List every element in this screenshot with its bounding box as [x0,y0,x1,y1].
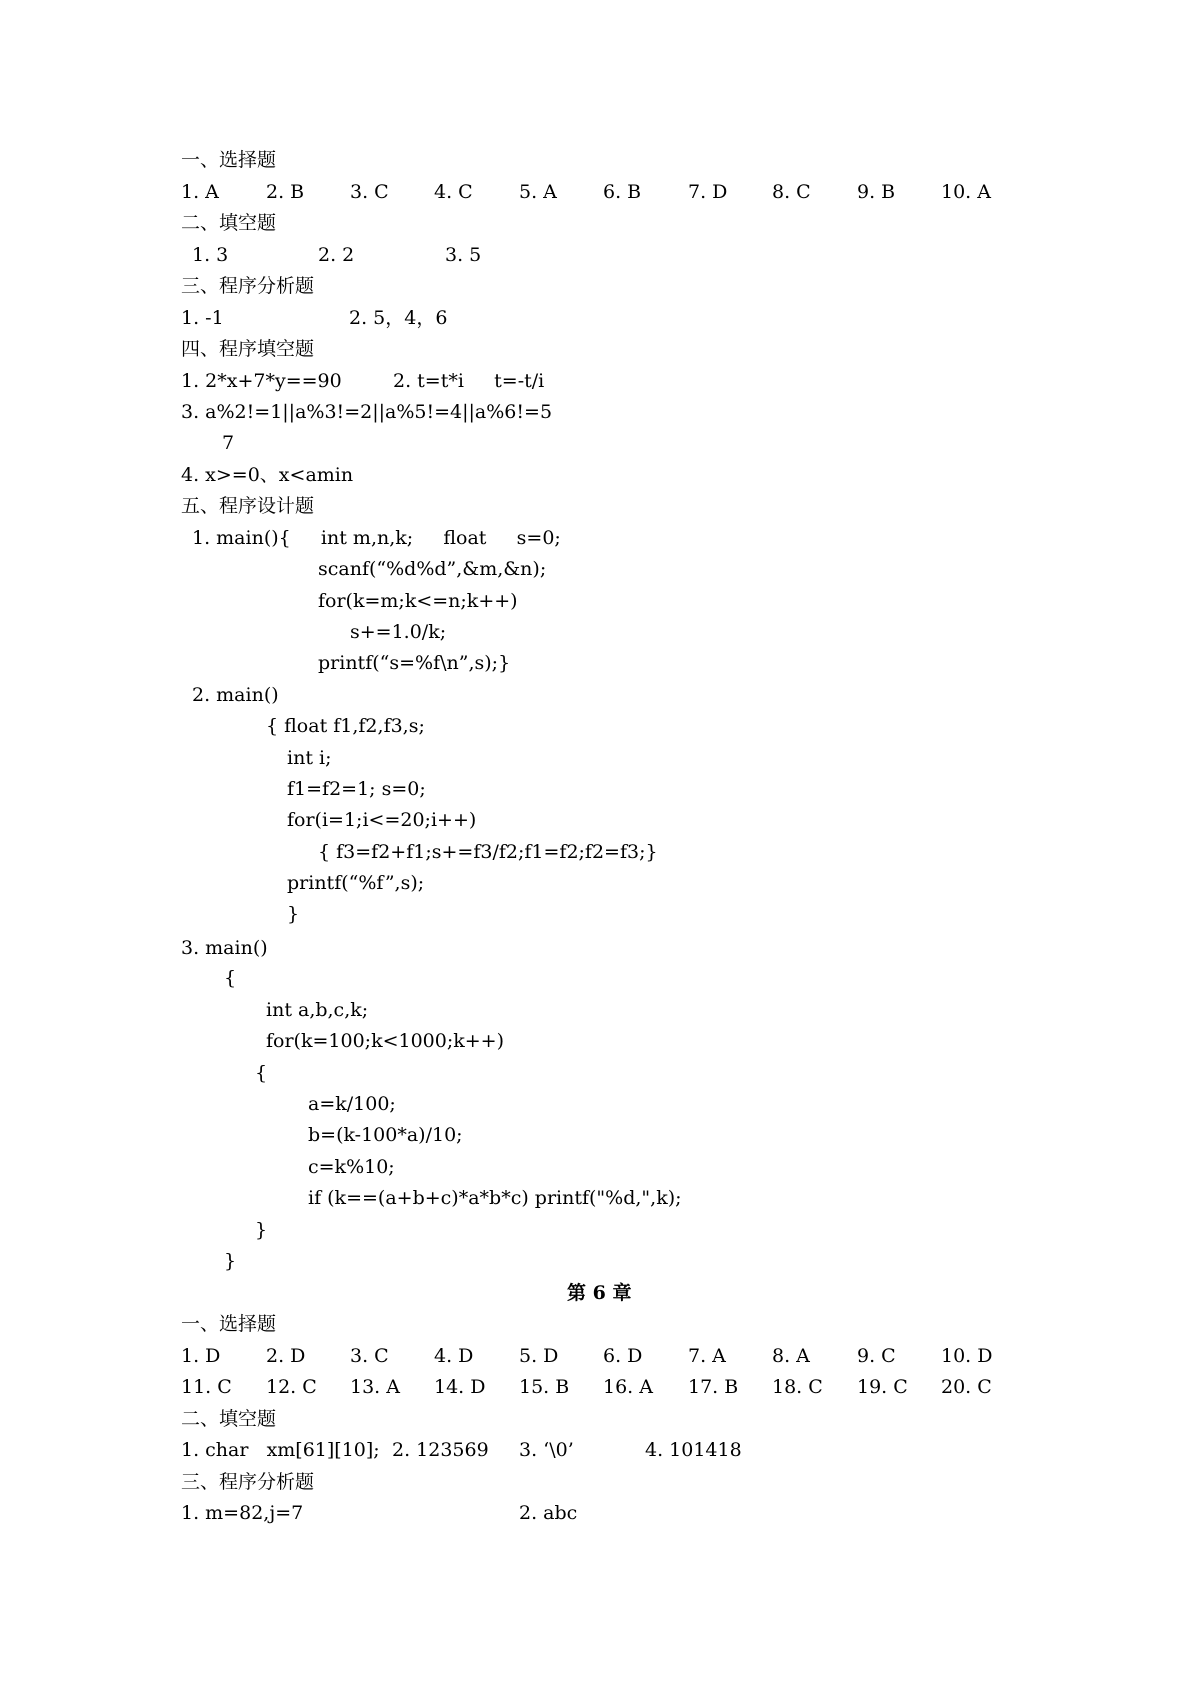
answer-item: 9. B [857,181,896,203]
code-line: int i; [287,747,332,769]
answer-item: 6. D [603,1345,643,1367]
answer-item: 1. char xm[61][10]; [181,1439,380,1461]
code-line: b=(k-100*a)/10; [308,1124,463,1146]
code-line: { float f1,f2,f3,s; [266,715,425,737]
heading-program-design: 五、程序设计题 [181,495,315,517]
heading-choice: 一、选择题 [181,149,277,171]
code-line: for(k=m;k<=n;k++) [318,590,518,612]
answer-item: 2. 2 [318,244,355,266]
answer-item: 5. D [519,1345,559,1367]
program-fill-answer: 2. t=t*i t=-t/i [393,370,545,392]
heading-program-fill: 四、程序填空题 [181,338,315,360]
chapter-title: 第 6 章 [567,1282,632,1304]
answer-item: 4. 101418 [645,1439,742,1461]
answer-item: 7. A [688,1345,726,1367]
code-line: printf(“s=%f\n”,s);} [318,652,511,674]
code-line: c=k%10; [308,1156,395,1178]
answer-item: 15. B [519,1376,570,1398]
answer-item: 10. D [941,1345,993,1367]
heading-analysis: 三、程序分析题 [181,1471,315,1493]
answer-item: 3. C [350,1345,389,1367]
program-fill-answer: 4. x>=0、x<amin [181,464,354,486]
answer-item: 20. C [941,1376,992,1398]
answer-item: 18. C [772,1376,823,1398]
code-line: 2. main() [192,684,279,706]
code-line: { [224,967,237,989]
answer-item: 17. B [688,1376,739,1398]
program-fill-answer: 1. 2*x+7*y==90 [181,370,342,392]
code-line: for(i=1;i<=20;i++) [287,809,477,831]
code-line: } [287,903,300,925]
answer-item: 3. 5 [445,244,482,266]
answer-item: 4. C [434,181,473,203]
answer-item: 2. abc [519,1502,578,1524]
code-line: { [255,1062,268,1084]
code-line: printf(“%f”,s); [287,872,425,894]
program-fill-answer: 3. a%2!=1||a%3!=2||a%5!=4||a%6!=5 [181,401,553,423]
code-line: int a,b,c,k; [266,999,369,1021]
code-line: 3. main() [181,937,268,959]
heading-fill: 二、填空题 [181,212,277,234]
answer-item: 2. 123569 [392,1439,489,1461]
code-line: for(k=100;k<1000;k++) [266,1030,505,1052]
answer-item: 2. 5，4，6 [349,307,448,329]
code-line: s+=1.0/k; [350,621,447,643]
answer-item: 1. m=82,j=7 [181,1502,304,1524]
answer-item: 13. A [350,1376,400,1398]
code-line: 1. main(){ int m,n,k; float s=0; [192,527,561,549]
answer-item: 3. ‘\0’ [519,1439,574,1461]
answer-item: 1. -1 [181,307,224,329]
answer-item: 6. B [603,181,642,203]
code-line: } [224,1250,237,1272]
answer-item: 9. C [857,1345,896,1367]
answer-item: 16. A [603,1376,653,1398]
code-line: f1=f2=1; s=0; [287,778,426,800]
answer-item: 12. C [266,1376,317,1398]
heading-fill: 二、填空题 [181,1408,277,1430]
answer-item: 2. D [266,1345,306,1367]
code-line: a=k/100; [308,1093,396,1115]
code-line: scanf(“%d%d”,&m,&n); [318,558,547,580]
answer-item: 1. A [181,181,219,203]
answer-item: 4. D [434,1345,474,1367]
answer-item: 10. A [941,181,991,203]
answer-item: 1. D [181,1345,221,1367]
heading-analysis: 三、程序分析题 [181,275,315,297]
answer-item: 5. A [519,181,557,203]
answer-item: 3. C [350,181,389,203]
code-line: if (k==(a+b+c)*a*b*c) printf("%d,",k); [308,1187,682,1209]
program-fill-answer: 7 [222,432,235,454]
answer-item: 8. A [772,1345,810,1367]
code-line: { f3=f2+f1;s+=f3/f2;f1=f2;f2=f3;} [318,841,658,863]
answer-item: 2. B [266,181,305,203]
answer-item: 8. C [772,181,811,203]
answer-item: 1. 3 [192,244,229,266]
code-line: } [255,1219,268,1241]
answer-item: 11. C [181,1376,232,1398]
answer-item: 14. D [434,1376,486,1398]
answer-item: 7. D [688,181,728,203]
heading-choice: 一、选择题 [181,1313,277,1335]
answer-item: 19. C [857,1376,908,1398]
